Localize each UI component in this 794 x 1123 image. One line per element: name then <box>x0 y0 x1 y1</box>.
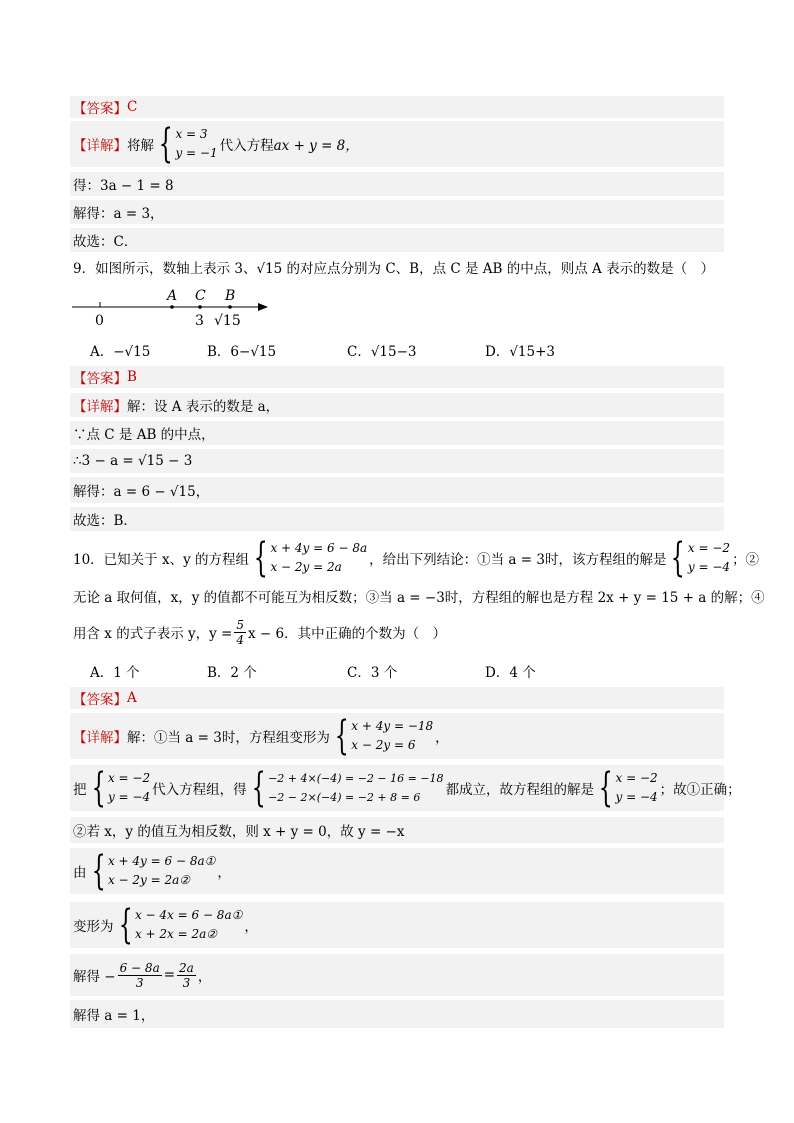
q9-answer-line <box>70 366 724 388</box>
q10-detail-line-4: 由 { x + 4y = 6 − 8a① x − 2y = 2a② ， <box>70 848 724 894</box>
detail-text: 代入方程 <box>219 138 274 154</box>
answer-tag: 【答案】 <box>73 371 127 387</box>
label-3: 3 <box>195 313 204 329</box>
q10-detail-line-3: ②若 x，y 的值互为相反数，则 x + y = 0，故 y = −x <box>70 817 724 843</box>
q9-option-a: A．−√15 <box>90 344 151 360</box>
q9-detail-line-1: 【详解】 解：设 A 表示的数是 a， <box>70 393 724 417</box>
fraction: $\frac{2a}{3}$ <box>179 960 194 990</box>
equation-system: { x + 4y = 6 − 8a x − 2y = 2a <box>253 535 368 581</box>
label-A: A <box>167 288 178 304</box>
label-0: 0 <box>95 313 104 329</box>
detail-tag: 【详解】 <box>73 399 127 415</box>
q9-detail-line-3: ∴3 − a = √15 − 3 <box>70 449 724 473</box>
q9-option-c: C．√15−3 <box>347 344 417 360</box>
q10-option-c: C．3 个 <box>347 665 398 681</box>
equation-system: { x = −2 y = −4 <box>671 535 731 581</box>
equation-system: { x − 4x = 6 − 8a① x + 2x = 2a② <box>118 902 243 948</box>
equation: ax + y = 8， <box>273 138 359 154</box>
q9-detail-line-2: ∵点 C 是 AB 的中点， <box>70 421 724 445</box>
number-line-figure <box>68 282 278 330</box>
equation-system: { x = 3 y = −1 <box>158 121 218 167</box>
label-sqrt15: √15 <box>214 313 241 329</box>
q10-detail-line-2: 把 { x = −2 y = −4 代入方程组，得 { −2 + 4×(−4) = −2 − 16 = −18 −2 − 2×(−4) = −2 + 8 = 6 都成立，故方程组的解是 { x = −2 y = −4 ；故①正确； <box>70 765 724 811</box>
label-B: B <box>225 288 236 304</box>
equation-system: { x + 4y = 6 − 8a① x − 2y = 2a② <box>91 848 216 894</box>
detail-text: 将解 <box>127 138 154 154</box>
q10-detail-line-7: 解得 a = 1， <box>70 1000 724 1028</box>
detail-tag: 【详解】 <box>73 730 127 746</box>
q9-detail-line-4: 解得：a = 6 − √15， <box>70 477 724 503</box>
q10-option-d: D．4 个 <box>485 665 536 681</box>
equation-system: { x + 4y = −18 x − 2y = 6 <box>334 713 434 759</box>
equation-system: { −2 + 4×(−4) = −2 − 16 = −18 −2 − 2×(−4) = −2 + 8 = 6 <box>251 765 444 811</box>
answer-tag: 【答案】 <box>73 101 127 117</box>
q10-detail-line-6: 解得 − $\frac{6 - 8a}{3}$ = $\frac{2a}{3}$ ， <box>70 954 724 996</box>
q9-stem: 9．如图所示，数轴上表示 3、√15 的对应点分别为 C、B，点 C 是 AB 的中点，则点 A 表示的数是（ ） <box>73 261 715 277</box>
q8-detail-line-2: 得：3a − 1 = 8 <box>70 172 724 196</box>
q8-detail-line-1 <box>70 121 724 167</box>
q8-detail-line-4: 故选：C． <box>70 228 724 252</box>
answer-tag: 【答案】 <box>73 692 127 708</box>
q10-stem-line-1: 10．已知关于 x、y 的方程组 { x + 4y = 6 − 8a x − 2y = 2a ，给出下列结论：①当 a = 3时，该方程组的解是 { x = −2 y = −4 ；② <box>73 535 760 581</box>
answer-value: B <box>127 369 137 385</box>
q10-stem-line-2: 无论 a 取何值，x，y 的值都不可能互为相反数；③当 a = −3时，方程组的解也是方程 2x + y = 15 + a 的解；④ <box>73 590 765 606</box>
q10-option-a: A．1 个 <box>90 665 140 681</box>
detail-tag: 【详解】 <box>73 138 127 154</box>
q8-answer-line <box>70 96 724 118</box>
answer-value: A <box>127 690 137 706</box>
answer-value: C <box>127 99 138 115</box>
equation-system: { x = −2 y = −4 <box>91 765 151 811</box>
fraction: $\frac{5}{4}$ <box>236 617 244 647</box>
equation-system: { x = −2 y = −4 <box>598 765 658 811</box>
fraction: $\frac{6 - 8a}{3}$ <box>119 960 160 990</box>
label-C: C <box>195 288 206 304</box>
q9-detail-line-5: 故选：B． <box>70 507 724 531</box>
q8-detail-line-3: 解得：a = 3， <box>70 200 724 224</box>
q9-option-d: D．√15+3 <box>485 344 556 360</box>
q10-detail-line-5: 变形为 { x − 4x = 6 − 8a① x + 2x = 2a② ， <box>70 902 724 948</box>
q10-answer-line <box>70 687 724 709</box>
q10-option-b: B．2 个 <box>207 665 257 681</box>
q10-stem-line-3: 用含 x 的式子表示 y，y = $\frac{5}{4}$ x − 6．其中正确的个数为（ ） <box>73 617 447 647</box>
q9-option-b: B．6−√15 <box>207 344 277 360</box>
q10-detail-line-1: 【详解】 解：①当 a = 3时，方程组变形为 { x + 4y = −18 x − 2y = 6 ， <box>70 713 724 759</box>
